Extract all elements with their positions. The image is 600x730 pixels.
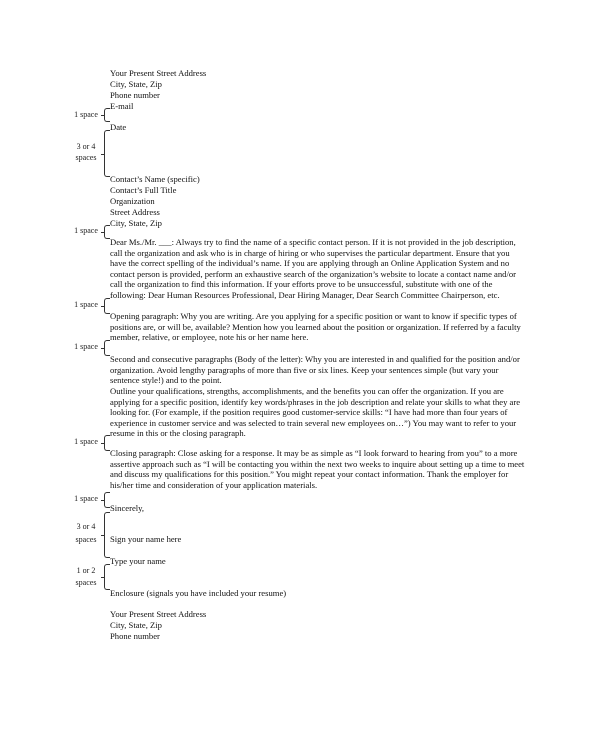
salutation-paragraph: Dear Ms./Mr. ___: Always try to find the name of a specific contact person. If it is not provided in the job description, call the organization and ask who is in charge of hiring or who supervises the particular department. Ensure that you have the correct spelling of the individual’s name. If you are applying through an Online Application System and no contact person is provided, perform an exhaustive search of the organization’s website to locate a contact name and/or call the organization to find this information. If your efforts prove to be unsuccessful, substitute with one of the following: Dear Human Resources Professional, Dear Hiring Manager, Dear Search Committee Chairperson, etc. — [110, 237, 516, 300]
spacing-label-3or4-b-l2: spaces — [75, 535, 97, 544]
header-phone: Phone number — [110, 90, 160, 100]
type-name-line: Type your name — [110, 556, 166, 566]
header-email: E-mail — [110, 101, 134, 111]
spacing-label-3or4-a-l2: spaces — [75, 153, 97, 162]
spacing-label-1or2-l1: 1 or 2 — [76, 566, 96, 575]
body-paragraph-2: Outline your qualifications, strengths, accomplishments, and the benefits you can offer the organization. If you are applying for a specific position, identify key words/phrases in the job description and relate your skills to what they are looking for. (For example, if the position requires good customer-service skills: “I have had more than four years of experience in customer service and was selected to train several new employees on…”) You may want to refer to your resume in this or the closing paragraph. — [110, 386, 521, 439]
recipient-organization: Organization — [110, 196, 155, 206]
spacing-label-1-space-c: 1 space — [74, 300, 98, 309]
spacing-label-1or2-l2: spaces — [75, 578, 97, 587]
spacing-bracket — [104, 108, 110, 122]
header-city: City, State, Zip — [110, 79, 162, 89]
spacing-bracket — [104, 130, 110, 177]
recipient-city: City, State, Zip — [110, 218, 162, 228]
body-paragraph-1: Second and consecutive paragraphs (Body of the letter): Why you are interested in and qualified for the position and/or organization. Avoid lengthy paragraphs of more than five or six lines. Keep your sentences simple (but vary your sentence style!) and to the point. — [110, 354, 520, 386]
sign-name-line: Sign your name here — [110, 534, 182, 544]
spacing-label-1-space-f: 1 space — [74, 494, 98, 503]
recipient-title: Contact’s Full Title — [110, 185, 177, 195]
enclosure-line: Enclosure (signals you have included your resume) — [110, 588, 287, 598]
spacing-bracket — [104, 564, 110, 590]
recipient-street: Street Address — [110, 207, 160, 217]
header-street: Your Present Street Address — [110, 68, 207, 78]
closing-paragraph: Closing paragraph: Close asking for a response. It may be as simple as “I look forward to hearing from you” to a more assertive approach such as “I will be contacting you within the next two weeks to inquire about setting up a time to meet and discuss my qualifications for this position.” You might repeat your contact information. Thank the employer for his/her time and consideration of your application materials. — [110, 448, 525, 490]
spacing-label-1-space-a: 1 space — [74, 110, 98, 119]
spacing-label-1-space-e: 1 space — [74, 437, 98, 446]
date-line: Date — [110, 122, 127, 132]
spacing-label-1-space-b: 1 space — [74, 226, 98, 235]
spacing-label-3or4-a-l1: 3 or 4 — [76, 142, 96, 151]
footer-street: Your Present Street Address — [110, 609, 207, 619]
recipient-name: Contact’s Name (specific) — [110, 174, 200, 184]
footer-city: City, State, Zip — [110, 620, 162, 630]
opening-paragraph: Opening paragraph: Why you are writing. Are you applying for a specific position or want to know if specific types of positions are, or will be, available? Mention how you learned about the position or organization. If referred by a faculty member, relative, or employee, note his or her name here. — [110, 311, 521, 343]
footer-phone: Phone number — [110, 631, 160, 641]
sign-off: Sincerely, — [110, 503, 145, 513]
spacing-label-1-space-d: 1 space — [74, 342, 98, 351]
spacing-label-3or4-b-l1: 3 or 4 — [76, 522, 96, 531]
